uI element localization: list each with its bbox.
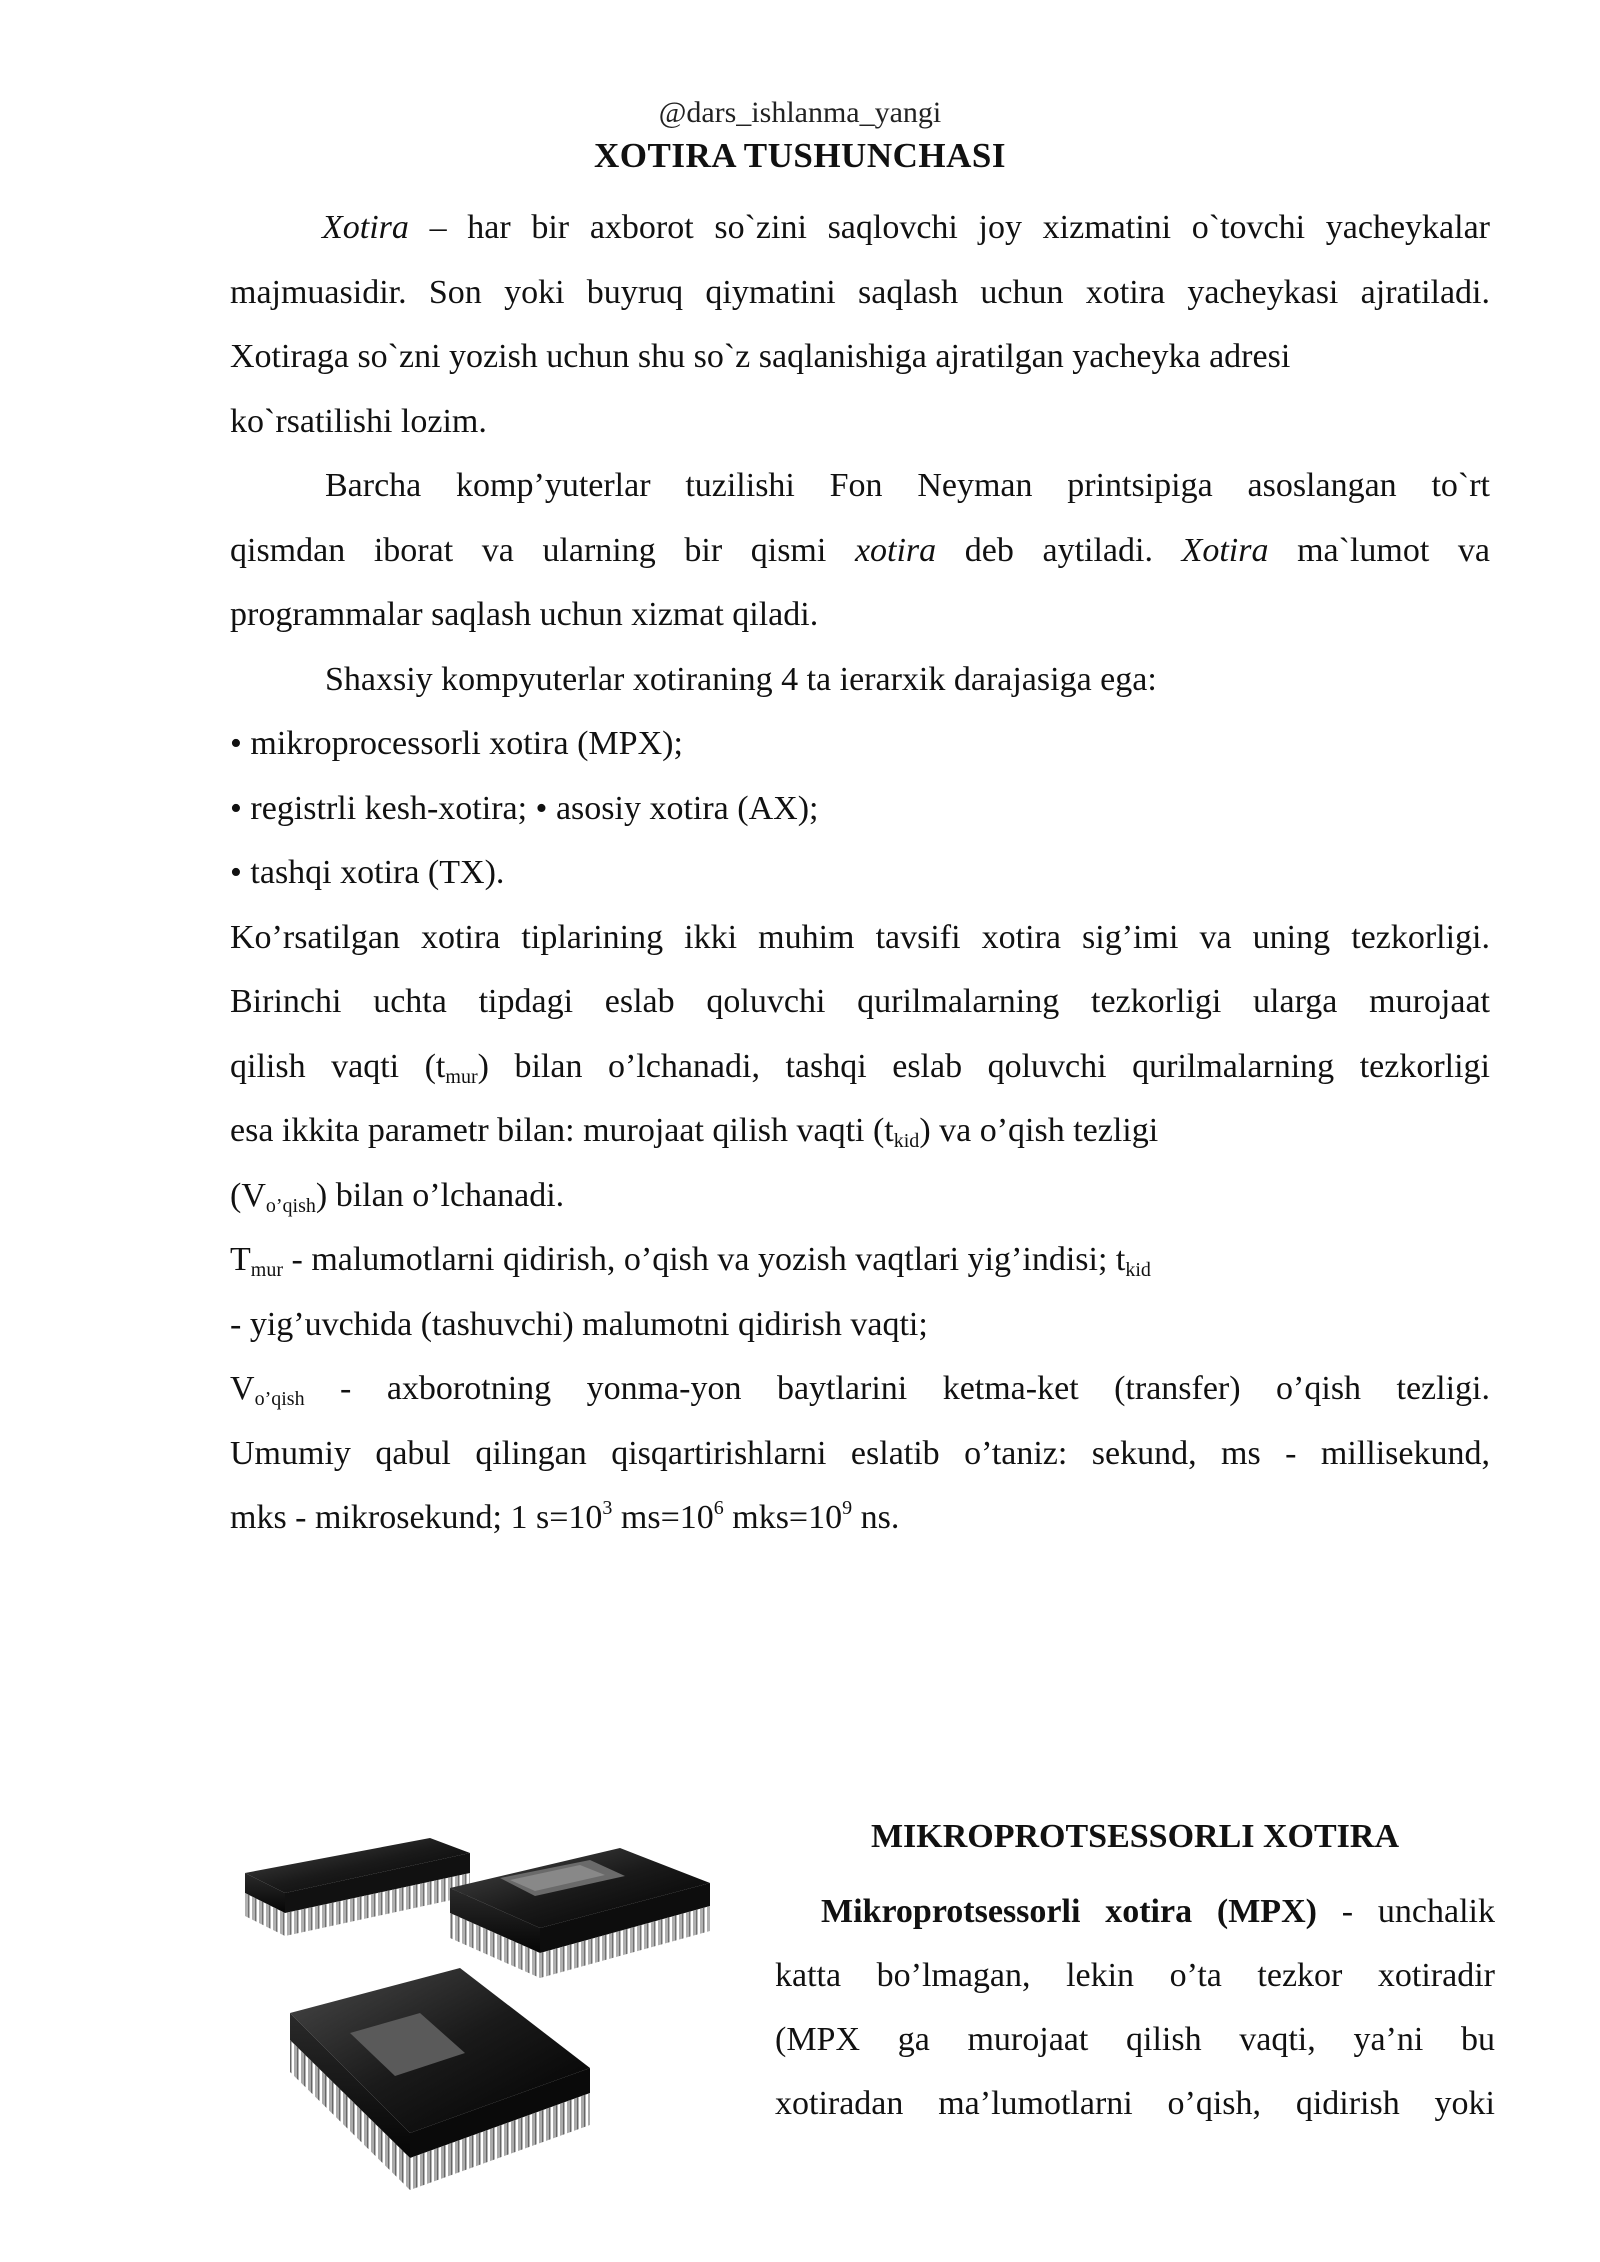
para2-line2: qismdan iborat va ularning bir qismi xotira deb aytiladi. Xotira ma`lumot va (230, 531, 1491, 569)
watermark-text: @dars_ishlanma_yangi (658, 96, 942, 129)
def-units: mks - mikrosekund; 1 $s=10^3$ $ms=10^6$ $mks=10^9$ ns. (230, 1497, 900, 1536)
para3-intro: Shaxsiy kompyuterlar xotiraning 4 ta ierarxik darajasiga ega: (325, 660, 1157, 698)
section-text (775, 1880, 1495, 2136)
section-line3: (MPX ga murojaat qilish vaqti, ya’ni bu (775, 2021, 1495, 2058)
main-text (230, 196, 1490, 1551)
para4-line1: Ko’rsatilgan xotira tiplarining ikki muhim tavsifi xotira sig’imi va uning tezkorligi. (230, 918, 1490, 956)
def-tmur: $T_{mur}$ - malumotlarni qidirish, o’qish va yozish vaqtlari yig’indisi; $t_{kid}$ (230, 1241, 1151, 1281)
chip-bottom (290, 1968, 590, 2190)
section-line1: Mikroprotsessorli xotira (MPX) - unchalik (821, 1893, 1495, 1930)
page-title: XOTIRA TUSHUNCHASI (594, 136, 1006, 175)
para1-line1: Xotira – har bir axborot so`zini saqlovchi joy xizmatini o`tovchi yacheykalar (322, 209, 1490, 246)
section-title: MIKROPROTSESSORLI XOTIRA (870, 1818, 1400, 1855)
para4-line2: Birinchi uchta tipdagi eslab qoluvchi qurilmalarning tezkorligi ularga murojaat (230, 983, 1490, 1020)
bullet-item: • tashqi xotira (TX). (230, 854, 505, 891)
term-xotira: Xotira (322, 209, 409, 246)
para1-line2: majmuasidir. Son yoki buyruq qiymatini saqlash uchun xotira yacheykasi ajratiladi. (230, 273, 1490, 311)
section-line2: katta bo’lmagan, lekin o’ta tezkor xotiradir (775, 1957, 1495, 1994)
bullet-item: • registrli kesh-xotira; • asosiy xotira (AX); (230, 789, 819, 827)
def-abbrev: Umumiy qabul qilingan qisqartirishlarni eslatib o’taniz: sekund, ms - millisekund, (230, 1434, 1490, 1472)
para1-line3: Xotiraga so`zni yozish uchun shu so`z saqlanishiga ajratilgan yacheyka adresi (230, 338, 1291, 375)
para1-line4: ko`rsatilishi lozim. (230, 402, 487, 440)
bullet-item: • mikroprocessorli xotira (MPX); (230, 725, 683, 762)
para4-line3: qilish vaqti $(t_{mur})$ bilan o’lchanadi, tashqi eslab qoluvchi qurilmalarning tezkorligi (230, 1047, 1491, 1088)
chip-top-right (450, 1848, 710, 1978)
section-line4: xotiradan ma’lumotlarni o’qish, qidirish yoki (775, 2085, 1495, 2122)
def-voqish: $V_{o’qish}$ - axborotning yonma-yon baytlarini ketma-ket (transfer) o’qish tezligi. (230, 1370, 1490, 1410)
para2-line3: programmalar saqlash uchun xizmat qiladi. (230, 596, 819, 633)
microchips-illustration (230, 1818, 750, 2218)
para4-line5: $(V_{o’qish})$ bilan o’lchanadi. (230, 1176, 565, 1217)
para2-line1: Barcha komp’yuterlar tuzilishi Fon Neyman printsipiga asoslangan to`rt (325, 467, 1490, 504)
def-tkid: - yig’uvchida (tashuvchi) malumotni qidirish vaqti; (230, 1305, 928, 1343)
chip-top-left (245, 1838, 470, 1936)
para4-line4: esa ikkita parametr bilan: murojaat qilish vaqti $(t_{kid})$ va o’qish tezligi (230, 1112, 1159, 1152)
